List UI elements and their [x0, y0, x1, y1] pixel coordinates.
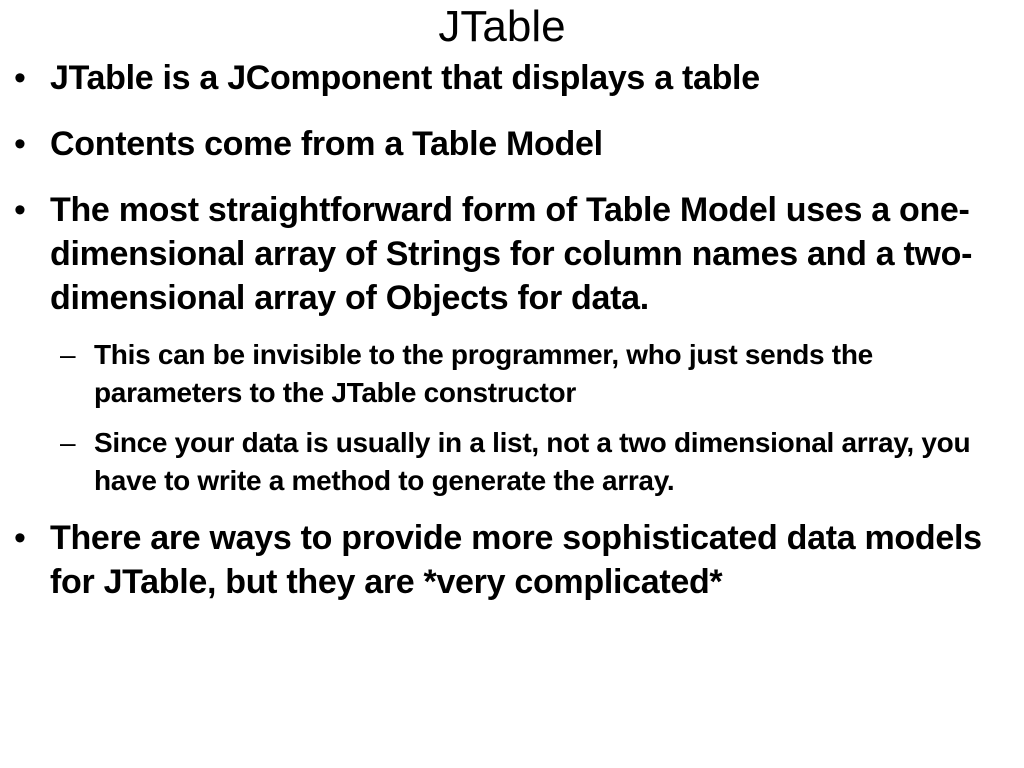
bullet-marker: •	[14, 191, 26, 229]
bullet-item	[0, 122, 1024, 166]
sub-bullet-text: Since your data is usually in a list, not a two dimensional array, you have to write a method to generate the array.	[94, 427, 971, 496]
slide-title: JTable	[438, 2, 566, 51]
sub-bullet-marker: –	[60, 339, 76, 370]
bullet-item	[0, 516, 1024, 604]
bullet-marker: •	[14, 59, 26, 97]
sub-bullet-item	[0, 424, 1024, 500]
bullet-item	[0, 188, 1024, 320]
bullet-item	[0, 56, 1024, 100]
bullet-text: The most straightforward form of Table Model uses a one-dimensional array of Strings for column names and a two-dimensional array of Objects for data.	[50, 191, 973, 317]
sub-bullet-text: This can be invisible to the programmer, who just sends the parameters to the JTable constructor	[94, 339, 873, 408]
bullet-list	[0, 56, 1024, 624]
sub-bullet-marker: –	[60, 427, 76, 458]
sub-bullet-item	[0, 336, 1024, 412]
bullet-marker: •	[14, 125, 26, 163]
bullet-text: JTable is a JComponent that displays a table	[50, 59, 760, 97]
bullet-text: There are ways to provide more sophisticated data models for JTable, but they are *very complicated*	[50, 519, 982, 601]
bullet-text: Contents come from a Table Model	[50, 125, 603, 163]
bullet-marker: •	[14, 519, 26, 557]
